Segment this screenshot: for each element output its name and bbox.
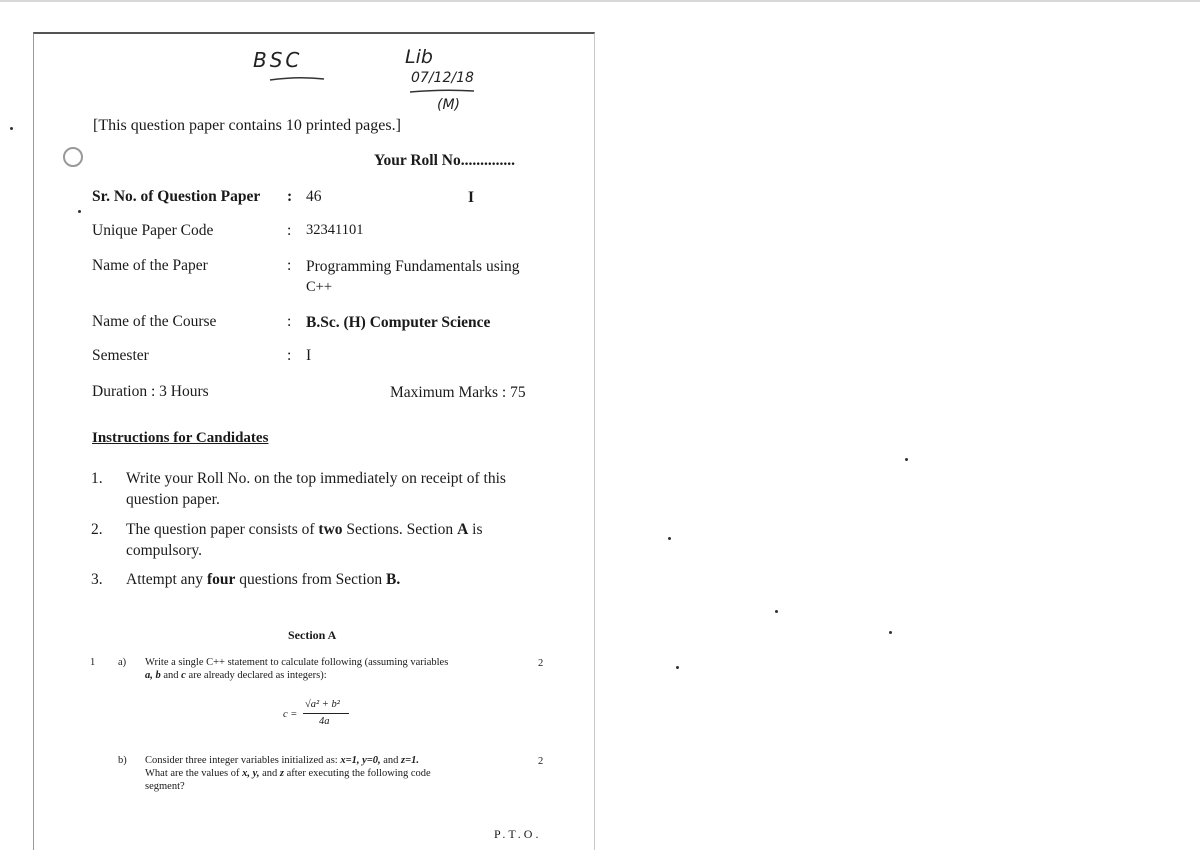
variable-name: c — [181, 670, 186, 681]
paper-name-label: Name of the Paper — [92, 257, 208, 274]
instruction-emphasis: A — [457, 521, 469, 538]
scan-speck — [10, 127, 13, 130]
variable-name: a, b — [145, 670, 161, 681]
handwritten-m: (M) — [437, 97, 461, 113]
variable-init: x=1, — [340, 755, 360, 766]
roll-number: Your Roll No.............. — [374, 152, 515, 169]
question-b-text-line3: segment? — [145, 781, 185, 792]
paper-name-value-line2: C++ — [306, 279, 333, 295]
variable-name: z — [279, 768, 285, 779]
instruction-text-part: The question paper consists of — [126, 521, 319, 538]
paper-name-value-line1: Programming Fundamentals using — [306, 258, 520, 275]
punch-hole — [63, 147, 83, 167]
scan-speck — [889, 631, 892, 634]
scan-speck — [775, 610, 778, 613]
instruction-text-part: Sections. Section — [342, 521, 458, 538]
variable-init: y=0, — [362, 755, 381, 766]
colon: : — [287, 313, 292, 330]
semester-label: Semester — [92, 347, 149, 364]
maximum-marks: Maximum Marks : 75 — [390, 384, 526, 401]
question-text-part: are already declared as integers): — [185, 670, 327, 681]
course-label: Name of the Course — [92, 313, 217, 330]
formula-lhs: c = — [283, 709, 298, 720]
instruction-emphasis: four — [206, 571, 236, 588]
handwritten-bsc: BSC — [253, 48, 303, 72]
colon: : — [287, 347, 292, 364]
instruction-number: 2. — [91, 521, 103, 538]
colon: : — [287, 222, 292, 239]
handwritten-lib: Lib — [405, 46, 433, 68]
sr-no-value: 46 — [306, 188, 322, 205]
question-text-part: and — [160, 670, 182, 681]
paper-code-value: 32341101 — [306, 222, 364, 238]
set-code: I — [468, 189, 475, 206]
scan-speck — [78, 210, 81, 213]
section-a-heading: Section A — [288, 628, 337, 642]
paper-code-label: Unique Paper Code — [92, 222, 214, 239]
duration: Duration : 3 Hours — [92, 383, 209, 400]
question-b-marks: 2 — [538, 756, 544, 767]
variable-name: x, — [242, 768, 250, 779]
instruction-text-part: questions from Section — [235, 571, 387, 588]
formula-denominator: 4a — [319, 716, 330, 727]
question-b-text-line2 — [145, 768, 431, 781]
question-text-part: Consider three integer variables initialized as: — [145, 755, 341, 766]
question-b-label: b) — [118, 755, 127, 766]
scan-top-edge — [0, 0, 1200, 2]
variable-name: y, — [252, 768, 260, 779]
question-text-part: after executing the following code — [284, 768, 431, 779]
instruction-emphasis: two — [318, 521, 343, 538]
instruction-emphasis: B. — [386, 571, 401, 588]
formula-fraction-bar — [303, 713, 349, 714]
question-a-text-line1: Write a single C++ statement to calculate following (assuming variables — [145, 657, 449, 668]
pages-note: [This question paper contains 10 printed pages.] — [93, 117, 401, 134]
sr-no-label: Sr. No. of Question Paper — [92, 188, 261, 205]
instruction-text-part: is compulsory. — [126, 521, 483, 559]
question-text-part: What are the values of — [145, 768, 243, 779]
handwritten-underline-right — [408, 86, 478, 96]
instruction-number: 3. — [91, 571, 103, 588]
question-a-label: a) — [118, 657, 127, 668]
instructions-heading: Instructions for Candidates — [92, 430, 269, 446]
handwritten-underline-left — [268, 74, 328, 84]
instruction-text-part: Attempt any — [126, 571, 207, 588]
semester-value: I — [306, 347, 312, 364]
question-a-text-line2 — [145, 670, 327, 683]
question-b-text-line1 — [145, 755, 419, 768]
handwritten-date: 07/12/18 — [411, 70, 474, 86]
instruction-text: Write your Roll No. on the top immediately on receipt of this question paper. — [126, 470, 506, 508]
instruction-text — [126, 519, 556, 561]
question-text-part: and — [259, 768, 280, 779]
instruction-number: 1. — [91, 470, 103, 487]
colon: : — [287, 188, 293, 205]
question-number: 1 — [90, 657, 96, 668]
instruction-text — [126, 569, 556, 590]
course-value: B.Sc. (H) Computer Science — [306, 314, 491, 331]
colon: : — [287, 257, 292, 274]
question-a-marks: 2 — [538, 658, 544, 669]
question-text-part: and — [380, 755, 402, 766]
scan-speck — [905, 458, 908, 461]
formula-numerator: √a² + b² — [305, 699, 340, 710]
variable-init: z=1. — [401, 755, 419, 766]
pto-footer: P.T.O. — [494, 827, 542, 841]
scan-speck — [668, 537, 671, 540]
scan-speck — [676, 666, 679, 669]
